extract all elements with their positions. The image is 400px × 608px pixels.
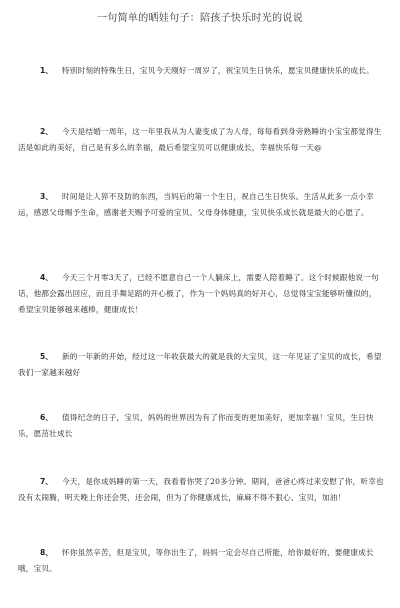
item-number: 1、 — [40, 66, 53, 75]
item-number: 7、 — [40, 477, 53, 486]
item-number: 3、 — [40, 192, 53, 201]
item-number: 5、 — [40, 352, 53, 361]
item-text: 怀你虽然辛苦，但是宝贝，等你出生了，妈妈一定会尽自己所能，给你最好的，要健康成长哦，宝贝。 — [18, 548, 374, 573]
list-item-5 — [18, 349, 384, 381]
item-text: 值得纪念的日子，宝贝，妈妈的世界因为有了你而变的更加美好，更加幸福！宝贝，生日快乐，愿茁壮成长 — [18, 413, 374, 438]
item-number: 6、 — [40, 413, 53, 422]
list-item-4 — [18, 270, 384, 318]
item-number: 8、 — [40, 548, 53, 557]
list-item-7 — [18, 474, 384, 506]
page-title: 一句简单的晒娃句子：陪孩子快乐时光的说说 — [97, 13, 303, 24]
item-text: 新的一年新的开始，经过这一年收获最大的就是我的大宝贝，这一年见证了宝贝的成长，希望我们一家越来越好 — [18, 352, 382, 377]
list-item-6 — [18, 410, 384, 442]
item-text: 时间是让人猝不及防的东西，当妈后的第一个生日，祝自己生日快乐。生活从此多一点小幸运，感恩父母赐予生命，感谢老天赐予可爱的宝贝。父母身体健康，宝贝快乐成长就是最大的心愿了。 — [18, 192, 374, 217]
list-item-1 — [18, 63, 384, 79]
item-number: 4、 — [40, 273, 53, 282]
list-item-3 — [18, 189, 384, 221]
list-item-8 — [18, 545, 384, 577]
item-text: 今天是结婚一周年，这一年里我从为人妻变成了为人母，每每看到身旁熟睡的小宝宝都觉得生活是如此的美好，自己是有多么的幸福，最后希望宝贝可以健康成长，幸福快乐每一天@ — [18, 127, 382, 152]
list-item-2 — [18, 124, 384, 156]
item-text: 今天，是你成妈睡的第一天，我看着你哭了20多分钟。期间，爸爸心疼过来安慰了你，听幸也没有太闹腾，明天晚上你还会哭，还会闹，但为了你健康成长，麻麻不得不狠心、宝贝，加油！ — [18, 477, 384, 502]
item-number: 2、 — [40, 127, 53, 136]
item-text: 今天三个月零3天了，已经不愿意自己一个人躺床上，需要人陪着睡了。这个时候跟他说一句话，他都会露出回应，而且手舞足蹈的开心极了，作为一个妈妈真的好开心，总觉得宝宝能够听懂似的，希望宝贝能够越来越棒，健康成长！ — [18, 273, 379, 314]
item-text: 特别时刻的特殊生日，宝贝今天刚好一周岁了，祝宝贝生日快乐，愿宝贝健康快乐的成长。 — [62, 66, 374, 75]
